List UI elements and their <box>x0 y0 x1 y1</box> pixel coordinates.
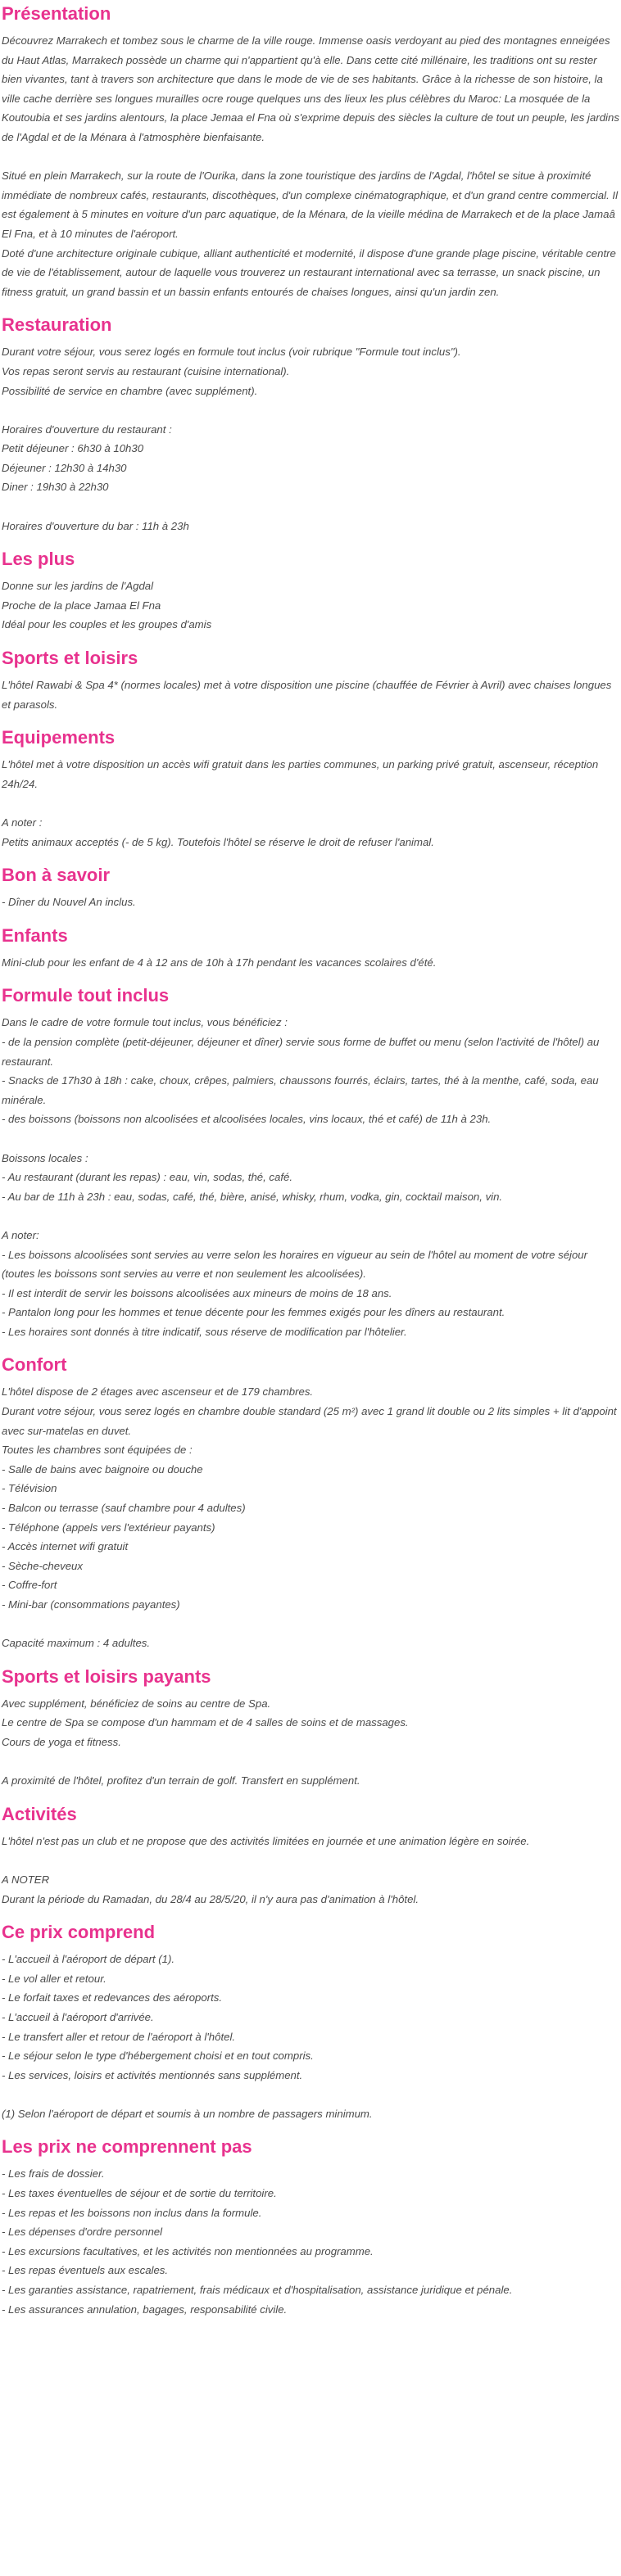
text-line: Mini-club pour les enfant de 4 à 12 ans de 10h à 17h pendant les vacances scolaires d'été. <box>2 956 437 969</box>
text-line: Découvrez Marrakech et tombez sous le charme de la ville rouge. Immense oasis verdoyant au pied des montagnes enneigées du Haut Atlas, Marrakech possède un charme qui n'appartient qu'à elle. Dans cette cité millénaire, les traditions ont su rester bien vivantes, tant à travers son architecture que dans le mode de vie de ses habitants. Grâce à la richesse de son histoire, la ville cache derrière ses longues murailles ocre rouge quelques uns des lieux les plus célèbres du Maroc: La mosquée de la Koutoubia et ses jardins alentours, la place Jemaa el Fna où s'exprime depuis des siècles la culture de tout un peuple, les jardins de l'Agdal et de la Ménara à l'atmosphère bienfaisante. <box>2 34 619 143</box>
section-body <box>2 953 619 973</box>
text-line: Dans le cadre de votre formule tout inclus, vous bénéficiez : <box>2 1016 288 1029</box>
text-line: Situé en plein Marrakech, sur la route de l'Ourika, dans la zone touristique des jardins de l'Agdal, l'hôtel se situe à proximité immédiate de nombreux cafés, restaurants, discothèques, d'un complexe cinématographique, et d'un grand centre commercial. Il est également à 5 minutes en voiture d'un parc aquatique, de la Ménara, de la vieille médina de Marrakech et de la place Jamaâ El Fna, et à 10 minutes de l'aéroport. <box>2 169 618 240</box>
section-body <box>2 676 619 714</box>
section-title: Confort <box>2 1354 67 1376</box>
text-line: - L'accueil à l'aéroport de départ (1). <box>2 1953 175 1966</box>
text-line: - Le vol aller et retour. <box>2 1972 107 1985</box>
section-body <box>2 1950 619 2123</box>
text-line: Proche de la place Jamaa El Fna <box>2 599 161 612</box>
text-line: Durant votre séjour, vous serez logés en formule tout inclus (voir rubrique "Formule tout inclus"). <box>2 346 461 359</box>
text-line: Petit déjeuner : 6h30 à 10h30 <box>2 442 144 455</box>
blank-line <box>2 1752 619 1772</box>
text-line: Vos repas seront servis au restaurant (cuisine international). <box>2 364 290 377</box>
blank-line <box>2 2085 619 2104</box>
section-body <box>2 2164 619 2319</box>
text-line: - Mini-bar (consommations payantes) <box>2 1598 180 1611</box>
text-line: Durant la période du Ramadan, du 28/4 au 28/5/20, il n'y aura pas d'animation à l'hôtel. <box>2 1892 419 1905</box>
blank-line <box>2 1206 619 1226</box>
text-line: Donne sur les jardins de l'Agdal <box>2 580 154 593</box>
text-line: A NOTER <box>2 1873 50 1886</box>
blank-line <box>2 1851 619 1870</box>
text-line: Horaires d'ouverture du restaurant : <box>2 423 172 436</box>
section-body <box>2 1694 619 1791</box>
section-body <box>2 1832 619 1909</box>
text-line: - Les excursions facultatives, et les activités non mentionnées au programme. <box>2 2244 374 2257</box>
text-line: Déjeuner : 12h30 à 14h30 <box>2 461 127 474</box>
section-body <box>2 1013 619 1341</box>
text-line: - Snacks de 17h30 à 18h : cake, choux, crêpes, palmiers, chaussons fourrés, éclairs, tartes, thé à la menthe, café, soda, eau minérale. <box>2 1074 599 1106</box>
section-body <box>2 755 619 852</box>
section-title: Formule tout inclus <box>2 985 170 1006</box>
text-line: - L'accueil à l'aéroport d'arrivée. <box>2 2010 154 2023</box>
text-line: - Le forfait taxes et redevances des aéroports. <box>2 1991 223 2004</box>
section-bon-a-savoir <box>2 865 619 912</box>
text-line: - Les frais de dossier. <box>2 2167 105 2181</box>
text-line: A noter: <box>2 1228 39 1241</box>
section-ce-prix-comprend <box>2 1922 619 2123</box>
section-body <box>2 893 619 912</box>
text-line: Boissons locales : <box>2 1151 88 1164</box>
section-title: Enfants <box>2 924 68 946</box>
text-line: (1) Selon l'aéroport de départ et soumis à un nombre de passagers minimum. <box>2 2107 373 2120</box>
text-line: Le centre de Spa se compose d'un hammam et de 4 salles de soins et de massages. <box>2 1716 409 1729</box>
text-line: L'hôtel n'est pas un club et ne propose que des activités limitées en journée et une animation légère en soirée. <box>2 1834 530 1847</box>
section-title: Sports et loisirs payants <box>2 1665 211 1687</box>
section-body <box>2 1382 619 1652</box>
text-line: - Au bar de 11h à 23h : eau, sodas, café, thé, bière, anisé, whisky, rhum, vodka, gin, cocktail maison, vin. <box>2 1190 503 1203</box>
text-line: - Le transfert aller et retour de l'aéroport à l'hôtel. <box>2 2030 236 2043</box>
section-body <box>2 342 619 536</box>
section-title: Ce prix comprend <box>2 1922 156 1943</box>
text-line: - Sèche-cheveux <box>2 1559 83 1572</box>
section-les-plus <box>2 549 619 635</box>
text-line: - Balcon ou terrasse (sauf chambre pour 4 adultes) <box>2 1502 246 1515</box>
text-line: - Accès internet wifi gratuit <box>2 1540 129 1553</box>
section-body <box>2 576 619 635</box>
text-line: - Salle de bains avec baignoire ou douche <box>2 1462 203 1476</box>
text-line: Idéal pour les couples et les groupes d'amis <box>2 618 212 631</box>
text-line: Horaires d'ouverture du bar : 11h à 23h <box>2 519 189 532</box>
text-line: L'hôtel met à votre disposition un accès wifi gratuit dans les parties communes, un parking privé gratuit, ascenseur, réception 24h/24. <box>2 758 599 790</box>
section-sports-et-loisirs-payants <box>2 1666 619 1791</box>
section-title: Bon à savoir <box>2 865 111 886</box>
text-line: - Il est interdit de servir les boissons alcoolisées aux mineurs de moins de 18 ans. <box>2 1286 392 1299</box>
section-title: Présentation <box>2 3 111 24</box>
section-confort <box>2 1354 619 1652</box>
text-line: - Coffre-fort <box>2 1579 57 1592</box>
text-line: Cours de yoga et fitness. <box>2 1735 121 1748</box>
text-line: - de la pension complète (petit-déjeuner, déjeuner et dîner) servie sous forme de buffet ou menu (selon l'activité de l'hôtel) au restaurant. <box>2 1035 600 1068</box>
section-enfants <box>2 925 619 973</box>
text-line: L'hôtel Rawabi & Spa 4* (normes locales) met à votre disposition une piscine (chauffée de Février à Avril) avec chaises longues et parasols. <box>2 679 612 711</box>
section-title: Equipements <box>2 727 116 748</box>
section-presentation <box>2 3 619 301</box>
text-line: - Les taxes éventuelles de séjour et de sortie du territoire. <box>2 2187 277 2200</box>
blank-line <box>2 497 619 517</box>
text-line: - Téléphone (appels vers l'extérieur payants) <box>2 1521 215 1534</box>
text-line: A noter : <box>2 816 43 829</box>
section-title: Restauration <box>2 314 112 336</box>
text-line: - Les services, loisirs et activités mentionnés sans supplément. <box>2 2068 303 2081</box>
section-les-prix-ne-comprennent-pas <box>2 2136 619 2319</box>
section-restauration <box>2 314 619 536</box>
blank-line <box>2 400 619 420</box>
section-title: Les prix ne comprennent pas <box>2 2136 252 2158</box>
section-activites <box>2 1804 619 1909</box>
text-line: - Au restaurant (durant les repas) : eau, vin, sodas, thé, café. <box>2 1171 293 1184</box>
text-line: A proximité de l'hôtel, profitez d'un terrain de golf. Transfert en supplément. <box>2 1774 360 1787</box>
section-title: Sports et loisirs <box>2 648 138 669</box>
text-line: - Les boissons alcoolisées sont servies au verre selon les horaires en vigueur au sein de l'hôtel au moment de votre séjour (toutes les boissons sont servies au verre et non seulement les alcoolisées). <box>2 1248 588 1281</box>
blank-line <box>2 1615 619 1634</box>
blank-line <box>2 1129 619 1149</box>
section-equipements <box>2 727 619 852</box>
section-title: Activités <box>2 1803 77 1824</box>
section-formule-tout-inclus <box>2 985 619 1341</box>
text-line: Toutes les chambres sont équipées de : <box>2 1444 193 1457</box>
text-line: - Le séjour selon le type d'hébergement choisi et en tout compris. <box>2 2050 314 2063</box>
text-line: - Les garanties assistance, rapatriement, frais médicaux et d'hospitalisation, assistance juridique et pénale. <box>2 2284 513 2297</box>
text-line: - Les repas et les boissons non inclus dans la formule. <box>2 2206 262 2219</box>
text-line: - Les dépenses d'ordre personnel <box>2 2226 163 2239</box>
text-line: Possibilité de service en chambre (avec supplément). <box>2 384 258 397</box>
text-line: - Télévision <box>2 1482 57 1495</box>
text-line: - Les horaires sont donnés à titre indicatif, sous réserve de modification par l'hôtelier. <box>2 1325 407 1338</box>
blank-line <box>2 793 619 813</box>
text-line: L'hôtel dispose de 2 étages avec ascenseur et de 179 chambres. <box>2 1385 314 1399</box>
text-line: - Dîner du Nouvel An inclus. <box>2 896 136 909</box>
text-line: Diner : 19h30 à 22h30 <box>2 481 109 494</box>
text-line: Petits animaux acceptés (- de 5 kg). Toutefois l'hôtel se réserve le droit de refuser l'animal. <box>2 835 434 848</box>
text-line: - Les assurances annulation, bagages, responsabilité civile. <box>2 2303 288 2316</box>
text-line: Durant votre séjour, vous serez logés en chambre double standard (25 m²) avec 1 grand lit double ou 2 lits simples + lit d'appoint avec sur-matelas en duvet. <box>2 1405 617 1437</box>
text-line: - Pantalon long pour les hommes et tenue décente pour les femmes exigés pour les dîners au restaurant. <box>2 1306 505 1319</box>
section-body <box>2 31 619 301</box>
text-line: Doté d'une architecture originale cubique, alliant authenticité et modernité, il dispose d'une grande plage piscine, véritable centre de vie de l'établissement, autour de laquelle vous trouverez un restaurant international avec sa terrasse, un snack piscine, un fitness gratuit, un grand bassin et un bassin enfants entourés de chaises longues, ainsi qu'un jardin zen. <box>2 246 616 298</box>
text-line: - des boissons (boissons non alcoolisées et alcoolisées locales, vins locaux, thé et café) de 11h à 23h. <box>2 1113 492 1126</box>
text-line: Avec supplément, bénéficiez de soins au centre de Spa. <box>2 1697 271 1710</box>
text-line: Capacité maximum : 4 adultes. <box>2 1637 151 1650</box>
blank-line <box>2 147 619 167</box>
section-sports-et-loisirs <box>2 648 619 714</box>
text-line: - Les repas éventuels aux escales. <box>2 2264 169 2277</box>
section-title: Les plus <box>2 549 75 570</box>
